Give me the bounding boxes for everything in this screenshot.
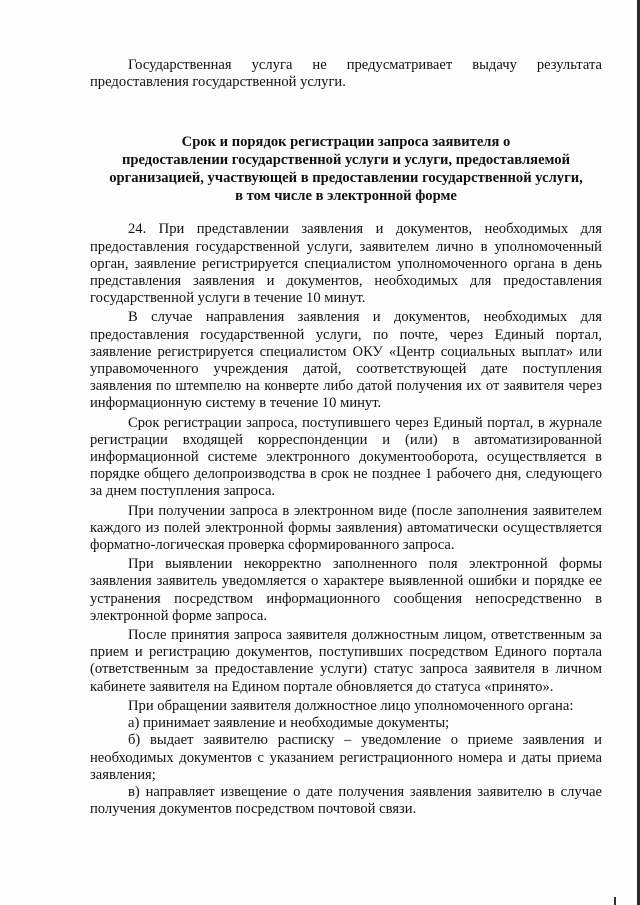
paragraph-error-notification: При выявлении некорректно заполненного поля электронной формы заявления заявитель уведомляется о характере выявленной ошибки и порядке ее устранения посредством информационного сообщения непосредственно в электронной форме запроса. <box>90 556 602 624</box>
section-heading-line: предоставлении государственной услуги и услуги, предоставляемой <box>121 152 571 169</box>
paragraph-status-update: После принятия запроса заявителя должностным лицом, ответственным за прием и регистрацию документов, поступивших посредством Единого портала (ответственным за предоставление услуги) статус запроса заявителя в личном кабинете заявителя на Едином портале обновляется до статуса «принято». <box>90 627 602 695</box>
list-item: б) выдает заявителю расписку – уведомление о приеме заявления и необходимых документов с указанием регистрационного номера и даты приема заявления; <box>90 732 602 783</box>
section-heading-line: в том числе в электронной форме <box>235 188 457 205</box>
section-heading-line: Срок и порядок регистрации запроса заявителя о <box>181 134 511 151</box>
paragraph-registration-term: Срок регистрации запроса, поступившего через Единый портал, в журнале регистрации входящей корреспонденции и (или) в автоматизированной информационной системе электронного документооборота, осуществляется в порядке общего делопроизводства в срок не позднее 1 рабочего дня, следующего за днем поступления запроса. <box>90 414 602 500</box>
document-body <box>90 57 602 818</box>
paragraph-electronic-check: При получении запроса в электронном виде (после заполнения заявителем каждого из полей электронной формы заявления) автоматически осуществляется форматно-логическая проверка сформированного запроса. <box>90 502 602 554</box>
paragraph-official-actions: При обращении заявителя должностное лицо уполномоченного органа: <box>128 697 574 714</box>
paragraph-24-personal-submission: 24. При представлении заявления и документов, необходимых для предоставления государственной услуги, заявителем лично в уполномоченный орган, заявление регистрируется специалистом уполномоченного органа в день представления заявления и документов, необходимых для предоставления государственной услуги в течение 10 минут. <box>90 221 602 307</box>
scan-mark <box>614 897 616 905</box>
list-item: в) направляет извещение о дате получения заявления заявителю в случае получения документов посредством почтовой связи. <box>90 783 602 818</box>
intro-paragraph: Государственная услуга не предусматривает выдачу результата предоставления государственной услуги. <box>90 57 602 91</box>
section-heading-line: организацией, участвующей в предоставлении государственной услуги, <box>109 170 583 187</box>
section-heading <box>90 133 602 205</box>
paragraph-mail-portal-submission: В случае направления заявления и документов, необходимых для предоставления государственной услуги, по почте, через Единый портал, заявление регистрируется специалистом ОКУ «Центр социальных выплат» или управомоченного учреждения датой, соответствующей дате поступления заявления по штемпелю на конверте либо датой получения их от заявителя через информационную систему в течение 10 минут. <box>90 309 602 412</box>
list-item: а) принимает заявление и необходимые документы; <box>128 715 450 732</box>
